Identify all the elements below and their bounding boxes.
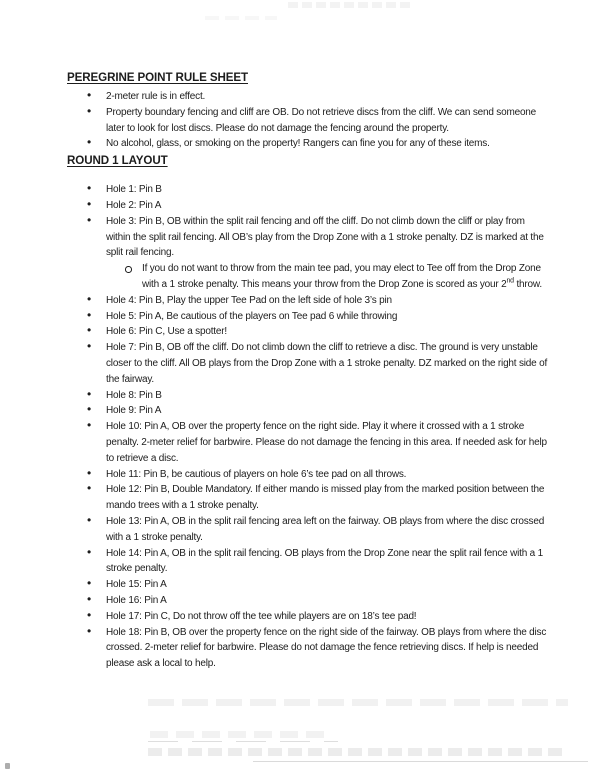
hole-text: Hole 16: Pin A — [106, 594, 167, 606]
page-title: PEREGRINE POINT RULE SHEET — [67, 71, 248, 84]
hole-text: Hole 3: Pin B, OB within the split rail fencing and off the cliff. Do not climb down the cliff or play from within the split rail fencing. All OB’s play from the Drop Zone with a 1 stroke penalty. DZ is marked at the split rail fencing. — [106, 215, 544, 259]
bullet-icon — [87, 481, 91, 498]
bullet-icon — [87, 213, 91, 230]
subnote-item — [106, 261, 542, 293]
hole-item — [67, 467, 551, 483]
scan-artifact-rule-line — [253, 761, 588, 762]
ordinal-superscript: nd — [506, 277, 514, 285]
bullet-icon — [87, 402, 91, 419]
bullet-icon — [87, 197, 91, 214]
hole-item — [67, 625, 551, 672]
hole-text: Hole 7: Pin B, OB off the cliff. Do not climb down the cliff to retrieve a disc. The ground is very unstable closer to the cliff. All OB plays from the Drop Zone with a 1 stroke penalty. DZ marked on the right side of the fairway. — [106, 342, 548, 385]
holes-list — [67, 182, 567, 672]
hole-text: Hole 8: Pin B — [106, 389, 162, 401]
hole-text: Hole 4: Pin B, Play the upper Tee Pad on the left side of hole 3’s pin — [106, 294, 392, 306]
bullet-icon — [87, 181, 91, 198]
bullet-icon — [87, 308, 91, 325]
bullet-icon — [87, 104, 91, 121]
bullet-icon — [87, 592, 91, 609]
rule-item — [67, 105, 551, 137]
hole-item — [67, 214, 551, 293]
scan-artifact-bleed-row — [148, 699, 568, 706]
hole-text: Hole 6: Pin C, Use a spotter! — [106, 326, 227, 338]
hole-item — [67, 419, 551, 466]
hole-item — [67, 609, 551, 625]
document-content — [67, 71, 567, 672]
round-1-layout-heading: ROUND 1 LAYOUT — [67, 154, 168, 168]
rule-text: 2-meter rule is in effect. — [106, 91, 206, 102]
rule-text: No alcohol, glass, or smoking on the property! Rangers can fine you for any of these items. — [106, 138, 490, 150]
hole-item — [67, 309, 551, 325]
hole-subnote-list — [106, 261, 551, 293]
scan-artifact-speck — [5, 763, 10, 769]
rule-text: Property boundary fencing and cliff are OB. Do not retrieve discs from the cliff. We can send someone later to look for lost discs. Please do not damage the fencing around the property. — [106, 106, 537, 134]
hole-item — [67, 546, 551, 578]
rule-item — [67, 89, 551, 105]
bullet-icon — [87, 88, 91, 105]
hole-item — [67, 340, 551, 387]
hole-item — [67, 403, 551, 419]
hole-text: Hole 1: Pin B — [106, 184, 162, 196]
hole-item — [67, 324, 551, 340]
bullet-icon — [87, 576, 91, 593]
subnote-text: If you do not want to throw from the main tee pad, you may elect to Tee off from the Drop Zone with a 1 stroke penalty. This means your throw from the Drop Zone is scored as your 2 — [142, 263, 541, 290]
hole-text: Hole 15: Pin A — [106, 579, 167, 591]
bullet-icon — [87, 387, 91, 404]
bullet-icon — [87, 135, 91, 152]
bullet-icon — [87, 513, 91, 530]
scan-artifact-underlines — [148, 741, 338, 742]
hole-text: Hole 17: Pin C, Do not throw off the tee while players are on 18’s tee pad! — [106, 610, 417, 622]
hole-text: Hole 11: Pin B, be cautious of players on hole 6’s tee pad on all throws. — [106, 468, 407, 480]
subnote-text-end: throw. — [513, 278, 542, 290]
bullet-icon — [87, 466, 91, 483]
rule-item — [67, 136, 551, 152]
hole-text: Hole 5: Pin A, Be cautious of the players on Tee pad 6 while throwing — [106, 310, 398, 322]
bullet-icon — [87, 608, 91, 625]
bullet-icon — [87, 624, 91, 641]
hole-item — [67, 182, 551, 198]
scan-artifact-bleed-text — [150, 731, 330, 738]
hole-text: Hole 13: Pin A, OB in the split rail fencing area left on the fairway. OB plays from where the disc crossed with a 1 stroke penalty. — [106, 515, 545, 543]
hole-item — [67, 198, 551, 214]
hole-text: Hole 10: Pin A, OB over the property fence on the right side. Play it where it crossed with a 1 stroke penalty. 2-meter relief for barbwire. Please do not damage the fencing in this area. If needed ask for help to retrieve a disc. — [106, 421, 547, 464]
general-rules-list — [67, 89, 567, 152]
hole-item — [67, 482, 551, 514]
bullet-icon — [87, 292, 91, 309]
bullet-icon — [87, 339, 91, 356]
hole-text: Hole 12: Pin B, Double Mandatory. If either mando is missed play from the marked position between the mando trees with a 1 stroke penalty. — [106, 484, 545, 512]
circle-bullet-icon — [125, 266, 132, 273]
bullet-icon — [87, 418, 91, 435]
hole-text: Hole 18: Pin B, OB over the property fence on the right side of the fairway. OB plays from where the disc crossed. 2-meter relief for barbwire. Please do not damage the fence retrieving discs. If help is needed please ask a local to help. — [106, 626, 547, 670]
hole-text: Hole 14: Pin A, OB in the split rail fencing. OB plays from the Drop Zone near the split rail fence with a 1 stroke penalty. — [106, 547, 543, 575]
hole-item — [67, 293, 551, 309]
hole-text: Hole 2: Pin A — [106, 199, 162, 211]
hole-item — [67, 577, 551, 593]
bullet-icon — [87, 545, 91, 562]
hole-item — [67, 593, 551, 609]
hole-item — [67, 514, 551, 546]
scan-artifact-top — [288, 2, 410, 8]
scan-artifact-top-2 — [205, 16, 277, 20]
bullet-icon — [87, 323, 91, 340]
hole-item — [67, 388, 551, 404]
scan-artifact-bleed-row-2 — [148, 748, 568, 756]
hole-text: Hole 9: Pin A — [106, 405, 162, 417]
